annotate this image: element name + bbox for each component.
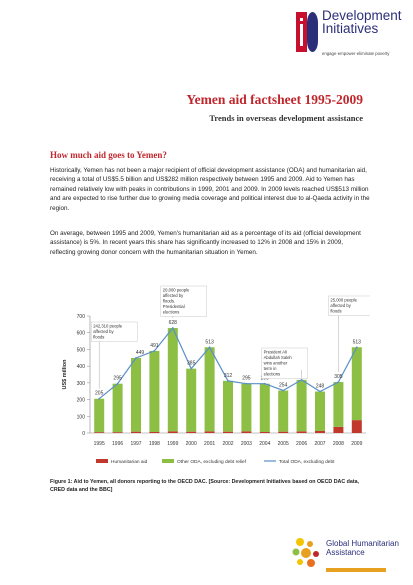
point-total-oda-2003 [246,383,248,385]
data-label: 295 [113,375,122,382]
figure-caption: Figure 1: Aid to Yemen, all donors reporting to the OECD DAC. [Source: Development Initiatives based on OECD DAC data, CRED data and the BBC] [50,479,360,493]
bar-humanitarian-2000 [186,432,196,433]
data-label: 305 [334,374,343,381]
bar-other-oda-2004 [260,384,270,432]
point-total-oda-2004 [264,383,266,385]
point-total-oda-2009 [356,346,358,348]
bar-humanitarian-1996 [113,432,123,433]
y-tick-label: 200 [76,397,85,404]
annotation-text: elections [162,309,180,315]
x-tick-label: 2001 [204,441,216,447]
x-tick-label: 2006 [296,441,308,447]
global-humanitarian-assistance-logo [290,528,408,580]
y-axis-label: US$ million [62,359,68,390]
data-label: 248 [315,383,325,390]
annotation-text: floods. [162,298,176,304]
page-title: Yemen aid factsheet 1995-2009 [186,92,363,107]
logo-tagline: engage·empower·eliminate poverty [322,51,390,56]
data-label: 513 [352,339,361,346]
annotation-text: Abdullah Saleh [263,355,292,360]
annotation-text: Presidential [162,304,185,309]
point-total-oda-2008 [338,381,340,383]
annotation-text: wins another [263,360,288,366]
legend-label-other-oda: Other ODA, excluding debt relief [177,460,247,465]
legend-swatch-humanitarian [96,459,108,463]
x-tick-label: 1998 [148,441,160,447]
bar-other-oda-2006 [297,380,307,431]
bar-humanitarian-2005 [278,432,288,433]
data-label: 312 [223,372,233,379]
bar-other-oda-2003 [241,384,251,432]
y-tick-label: 400 [76,364,85,371]
development-initiatives-logo [296,8,408,62]
point-total-oda-2006 [301,379,303,381]
point-total-oda-2000 [190,368,192,370]
x-tick-label: 2005 [277,441,289,447]
bar-humanitarian-2008 [333,427,343,433]
data-label: 385 [187,360,196,367]
aid-chart [50,282,370,474]
point-total-oda-1997 [135,357,137,359]
annotation-text: affected by [162,293,184,298]
bar-humanitarian-2004 [260,432,270,433]
gha-line-2: Assistance [326,547,365,557]
annotation-text: affected by [330,303,351,308]
x-tick-label: 1997 [130,441,142,447]
data-label: 295 [242,375,251,382]
point-total-oda-1999 [172,327,174,329]
bar-other-oda-1998 [149,351,159,432]
bar-humanitarian-2001 [205,431,215,433]
paragraph-1: Historically, Yemen has not been a major recipient of official development assistance (ODA) and humanitarian aid, receiving a total of US$5.5 billion and US$282 million respectively between 1995 and 2009. Aid to Yemen has remained relatively low with peaks in contributions in 1999, 2001 and 2009. In 2009 levels reached US$513 million and are expected to rise further due to growing media coverage and political interest due to al-Qaeda activity in the region. [50,167,370,212]
x-tick-label: 2007 [314,441,326,447]
annotation-text: 20,000 people [162,287,190,293]
bar-other-oda-2007 [315,392,325,431]
y-tick-label: 500 [76,347,85,354]
annotation-text: affected by [93,329,114,334]
gha-line-1: Global Humanitarian [326,539,399,548]
x-tick-label: 1995 [93,441,105,447]
x-tick-label: 1996 [112,441,124,447]
logo-line-2: Initiatives [322,21,379,36]
point-total-oda-1996 [117,383,119,385]
point-total-oda-2007 [319,391,321,393]
point-total-oda-1995 [98,398,100,400]
gha-dots-icon [290,536,324,570]
data-label: 449 [135,349,145,356]
bar-other-oda-1999 [168,328,178,431]
bar-humanitarian-2002 [223,432,233,433]
bar-other-oda-2001 [205,347,215,431]
bar-humanitarian-1998 [149,432,159,433]
data-label: 491 [150,342,159,349]
bar-humanitarian-2009 [352,420,362,433]
bar-humanitarian-1995 [94,432,104,433]
bar-other-oda-2008 [333,382,343,427]
data-label: 513 [205,339,214,346]
y-tick-label: 300 [76,380,85,387]
bar-other-oda-1995 [94,399,104,432]
bar-other-oda-2000 [186,369,196,432]
x-tick-label: 2002 [222,441,234,447]
bar-humanitarian-1999 [168,431,178,433]
data-label: 205 [95,390,104,397]
annotation-text: President Ali [263,349,287,355]
x-tick-label: 2009 [351,441,363,447]
bar-other-oda-2002 [223,381,233,432]
annotation-text: term in [263,366,277,371]
paragraph-2: On average, between 1995 and 2009, Yemen's humanitarian aid as a percentage of its aid (official development assistance) is 5%. In recent years this share has significantly increased to 12% in 2008 and 15% in 2009, reflecting growing donor concern with the humanitarian situation in Yemen. [50,230,361,256]
y-tick-label: 100 [76,414,85,421]
bar-other-oda-2005 [278,391,288,432]
gha-wordmark [326,540,399,557]
bar-other-oda-1996 [113,384,123,432]
annotation-text: elections [263,371,281,377]
y-tick-label: 700 [76,314,85,320]
page-subtitle: Trends in overseas development assistance [209,113,363,123]
section-heading: How much aid goes to Yemen? [50,150,167,160]
annotation-text: 25,000 people [330,297,357,303]
di-logo-mark-icon [296,8,320,54]
legend-label-humanitarian: Humanitarian aid [111,460,148,465]
x-tick-label: 2000 [185,441,197,447]
bar-humanitarian-2006 [297,431,307,433]
point-total-oda-2005 [282,390,284,392]
bar-other-oda-1997 [131,358,141,432]
x-tick-label: 2008 [332,441,344,447]
x-tick-label: 2003 [240,441,252,447]
point-total-oda-2002 [227,380,229,382]
bar-humanitarian-2007 [315,431,325,433]
data-label: 628 [168,320,177,327]
legend-label-total-oda: Total ODA, excluding debt [279,460,335,465]
gha-bar [326,568,386,572]
bar-humanitarian-2003 [241,431,251,433]
bar-humanitarian-1997 [131,432,141,433]
data-label: 254 [279,382,288,389]
y-tick-label: 600 [76,330,85,337]
annotation-text: 242,310 people [93,323,123,329]
legend-swatch-other-oda [162,459,174,463]
annotation-text: floods [330,308,342,314]
x-tick-label: 1999 [167,441,179,447]
logo-wordmark [322,9,402,35]
bar-other-oda-2009 [352,347,362,420]
logo-line-1: Development [322,8,402,23]
point-total-oda-1998 [154,350,156,352]
point-total-oda-2001 [209,346,211,348]
x-tick-label: 2004 [259,441,271,447]
annotation-text: floods [93,334,105,340]
y-tick-label: 0 [82,431,85,437]
